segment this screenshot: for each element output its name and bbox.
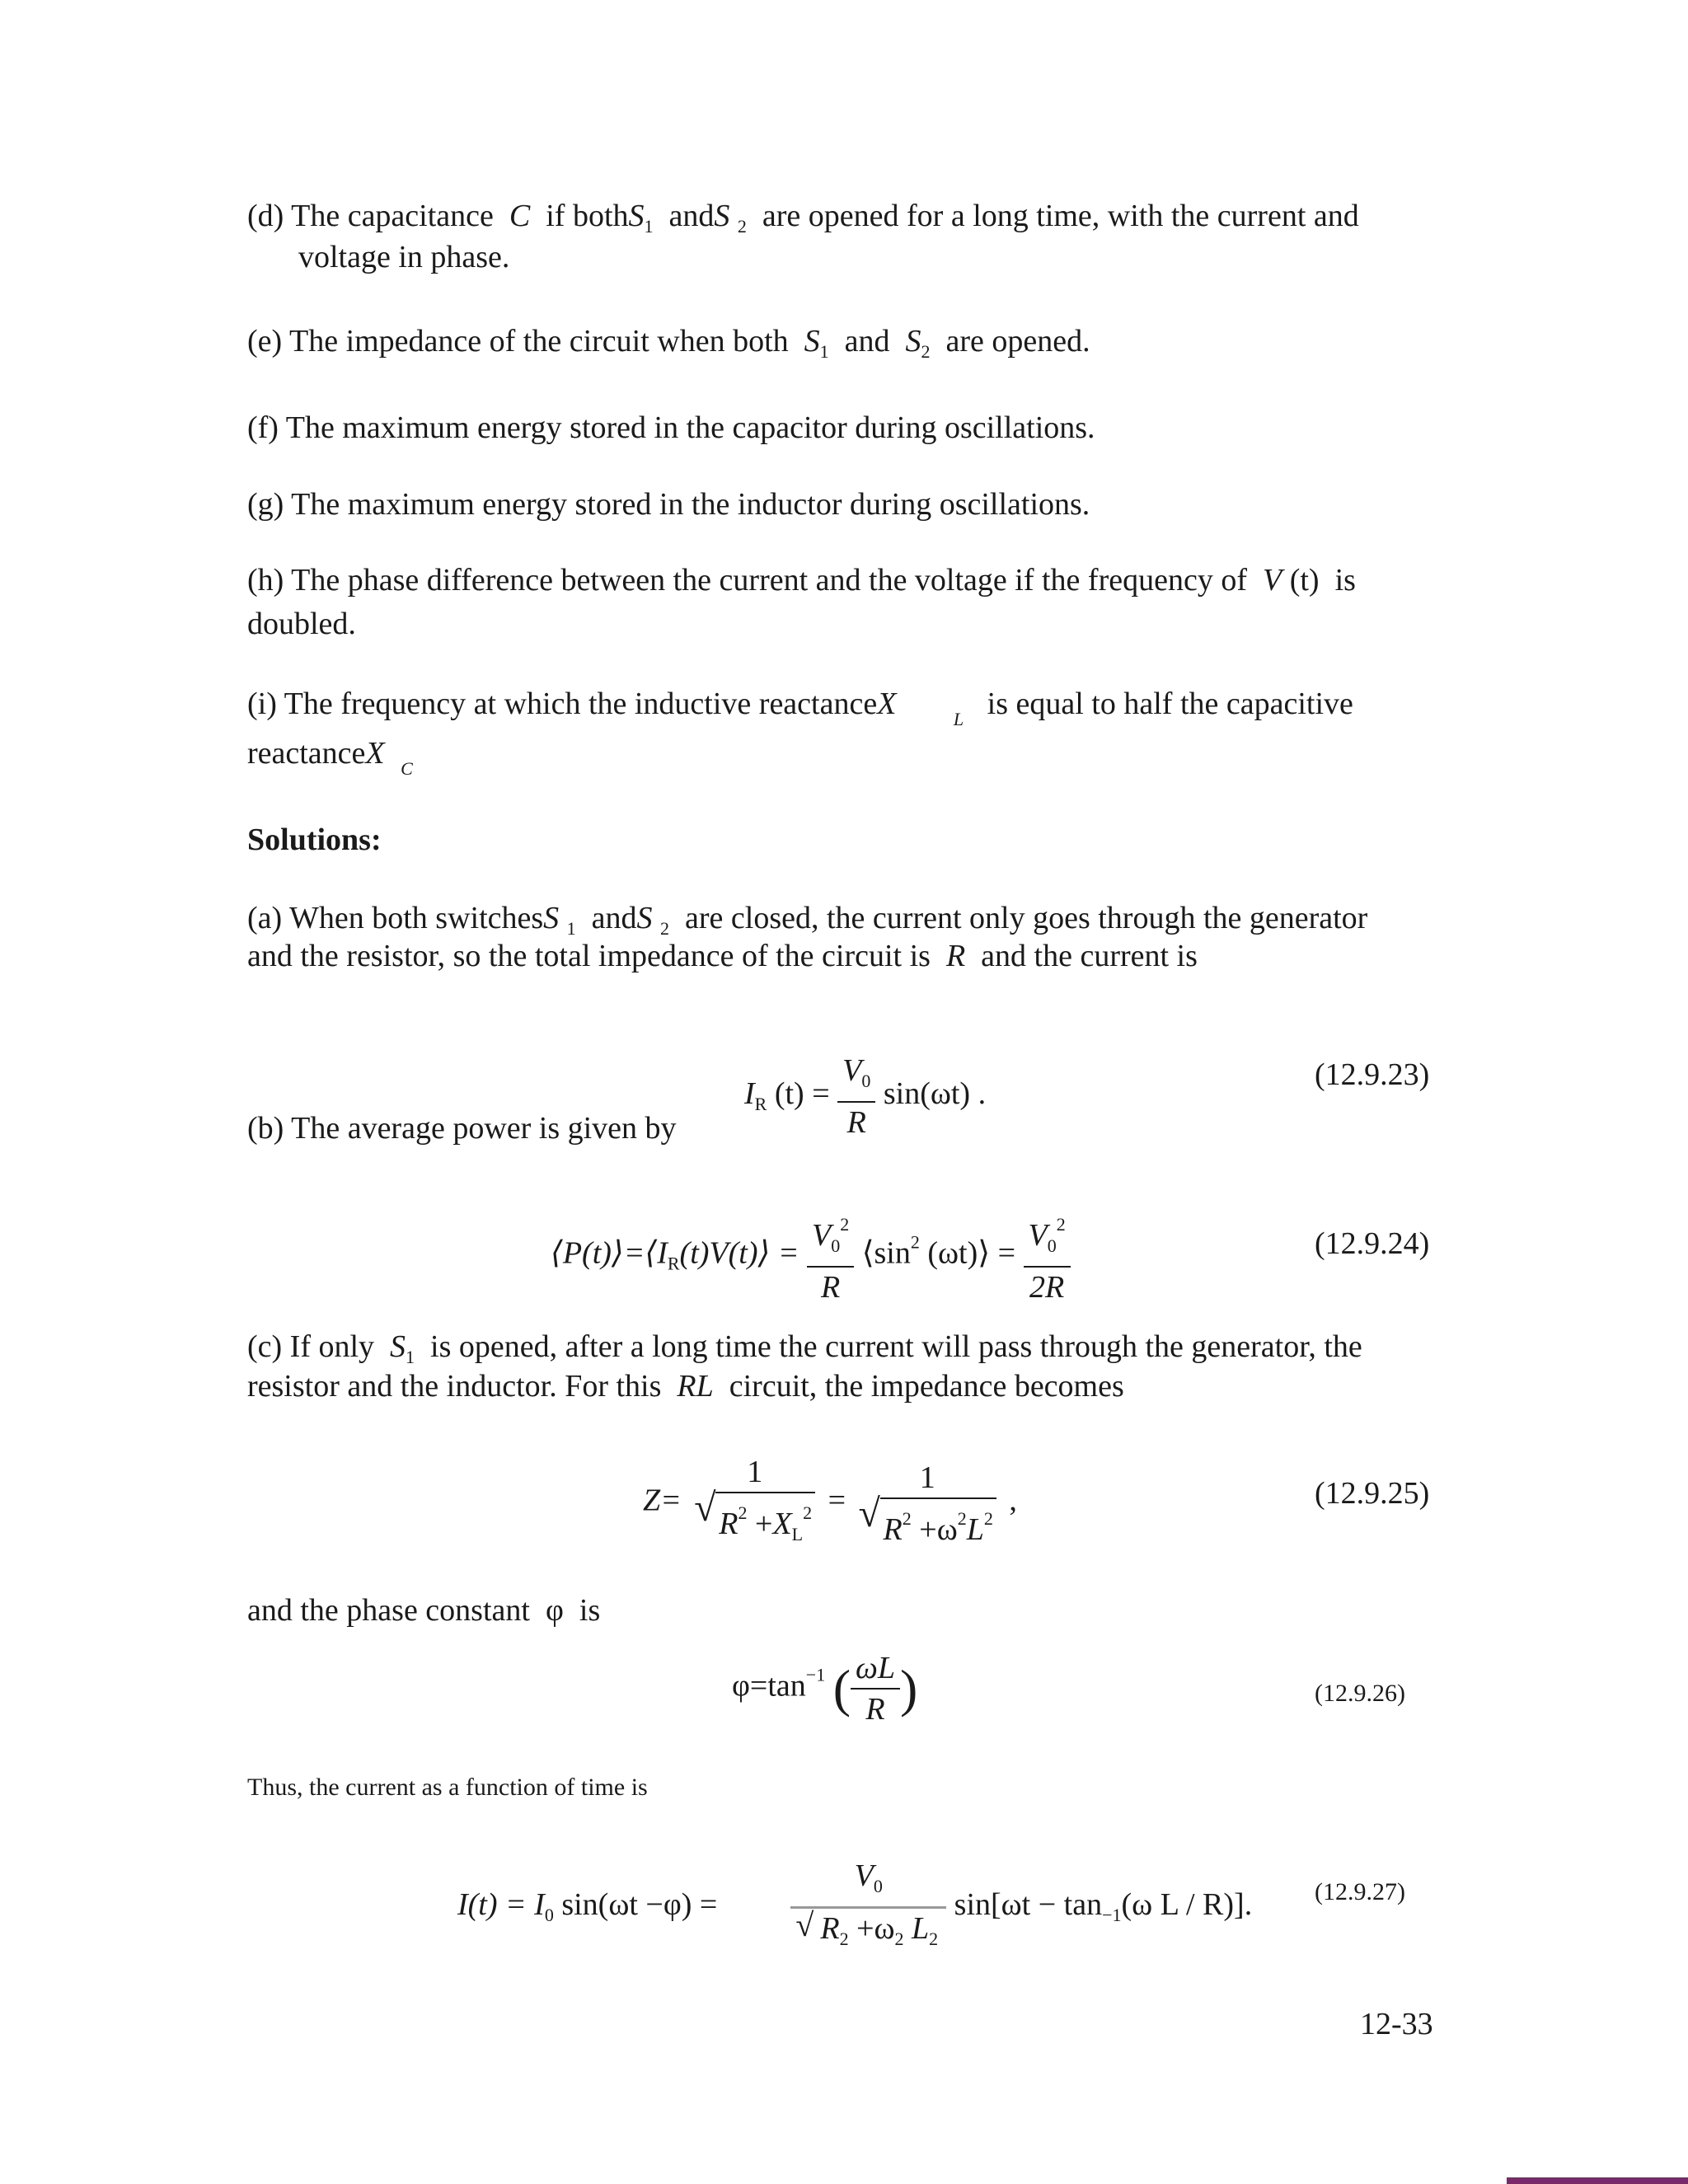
fraction-v0sq-over-r: $\frac{V_0^2}{R}$ [807,1205,854,1307]
equation-number-27: (12.9.27) [1315,1878,1405,1905]
fraction-wl-over-r: $\frac{\omega L}{R}$ [851,1648,900,1729]
fraction-1-over-sqrt-r2-w2l2: 1 √ $R^2 +\omega^2L^2$ [854,1458,1001,1549]
question-d-line2: voltage in phase. [298,240,510,274]
fraction-v0-over-sqrt: $V_0$ √ $R_2 +\omega_2$ $L_2$ [790,1856,946,1959]
question-h-line2: doubled. [247,607,356,641]
solutions-heading: Solutions: [247,823,382,857]
fraction-v0sq-over-2r: $\frac{V_0^2}{2R}$ [1024,1205,1071,1307]
question-e: (e) The impedance of the circuit when both $S_1$ and $S_2$ are opened. [247,324,1090,362]
equation-12-9-23: $I_R$ (t) = $\frac{V_0}{R}$ sin(ωt) . [744,1051,986,1142]
question-g: (g) The maximum energy stored in the inductor during oscillations. [247,487,1090,522]
equation-number-26: (12.9.26) [1315,1680,1405,1707]
solution-a-line1: (a) When both switchesS $_1$ andS $_2$ are closed, the current only goes through the generator [247,901,1368,939]
equation-12-9-27: $I(t) = I_0$ sin(ωt −φ) = $V_0$ √ $R_2 +\omega_2$ $L_2$ $\sin[\omega t - \tan_{-1}(\omega$ L / R)]. [457,1856,1252,1959]
fraction-1-over-sqrt-r2-xl2: 1 √ $R^2 +X_L^2$ [689,1452,820,1554]
equation-number-24: (12.9.24) [1315,1226,1430,1261]
equation-12-9-24: $⟨P(t)⟩=⟨I_R(t)V(t)⟩$ = $\frac{V_0^2}{R}$ $⟨\sin^2$ (ωt)⟩ = $\frac{V_0^2}{2R}$ [551,1205,1071,1307]
phase-constant-text: and the phase constant φ is [247,1593,601,1628]
equation-number-23: (12.9.23) [1315,1057,1430,1092]
footer-accent-bar [1507,2177,1688,2184]
solution-a-line2: and the resistor, so the total impedance of the circuit is R and the current is [247,939,1198,973]
solution-c-line2: resistor and the inductor. For this RL circuit, the impedance becomes [247,1369,1124,1404]
solution-b: (b) The average power is given by [247,1111,677,1146]
equation-12-9-25: Z= 1 √ $R^2 +X_L^2$ = 1 √ $R^2 +\omega^2L^2$ , [643,1452,1017,1554]
question-i-line1: (i) The frequency at which the inductive reactanceX $_L$ is equal to half the capacitive [247,687,1353,729]
thus-text: Thus, the current as a function of time is [247,1774,648,1801]
page-number: 12-33 [1360,2007,1433,2041]
equation-12-9-26: $\varphi=\tan^{-1}$ ( $\frac{\omega L}{R}$ ) [732,1648,917,1729]
fraction-v0-over-r: $\frac{V_0}{R}$ [837,1051,875,1142]
equation-number-25: (12.9.25) [1315,1476,1430,1511]
question-i-line2: reactanceX $_C$ [247,736,413,779]
question-h-line1: (h) The phase difference between the current and the voltage if the frequency of V (t) is [247,563,1356,598]
question-f: (f) The maximum energy stored in the capacitor during oscillations. [247,410,1095,445]
question-d-line1: (d) The capacitance C if bothS$_1$ andS $_2$ are opened for a long time, with the current and [247,199,1359,237]
solution-c-line1: (c) If only $S_1$ is opened, after a long time the current will pass through the generator, the [247,1329,1362,1367]
